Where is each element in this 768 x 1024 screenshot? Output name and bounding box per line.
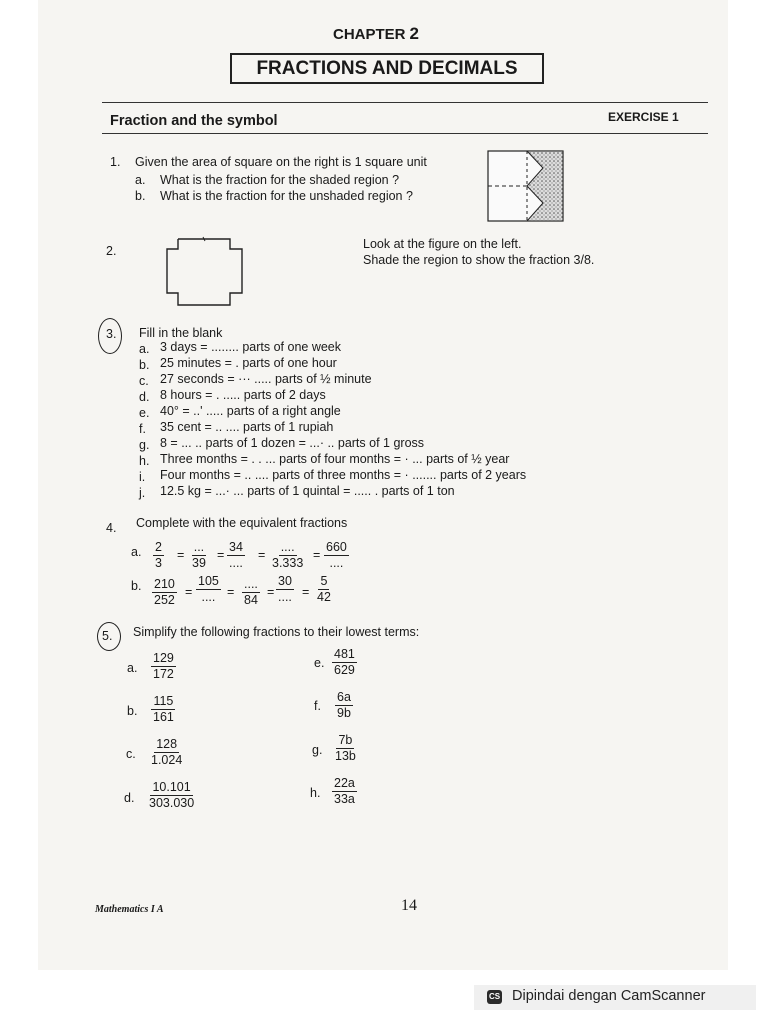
q3-text-d: 8 hours = . ..... parts of 2 days [160, 388, 326, 402]
q5-label-d: d. [124, 791, 135, 805]
q5-label-b: b. [127, 704, 138, 718]
chapter-label: CHAPTER [333, 26, 406, 43]
q5-frac-g: $\frac{7b}{13b}$ [335, 733, 356, 763]
q5-label-f: f. [314, 699, 321, 713]
q5-frac-h: $\frac{22a}{33a}$ [334, 776, 355, 806]
q1-number: 1. [110, 155, 121, 169]
book-title: Mathematics I A [95, 904, 164, 915]
chapter-number: 2 [409, 24, 419, 43]
q4a-frac-4[interactable]: .... 3.333 [272, 540, 304, 570]
q3-label-e: e. [139, 406, 150, 420]
q4a-eq-2: = [217, 548, 225, 562]
q3-label-c: c. [139, 374, 149, 388]
q3-text-e: 40° = ..' ..... parts of a right angle [160, 404, 341, 418]
q2-octagon-figure [163, 236, 248, 312]
q5-label-a: a. [127, 661, 138, 675]
q3-text-h: Three months = . . ... parts of four months = · ... parts of ½ year [160, 452, 510, 466]
q5-frac-e: $\frac{481}{629}$ [334, 647, 355, 677]
q5-frac-b: $\frac{115}{161}$ [153, 694, 174, 724]
page-number: 14 [401, 897, 417, 914]
q4a-frac-5[interactable]: 660 .... [326, 540, 347, 570]
q5-label-e: e. [314, 656, 325, 670]
divider-bottom [102, 133, 708, 134]
q3-text-b: 25 minutes = . parts of one hour [160, 356, 337, 370]
q1b-text: What is the fraction for the unshaded region ? [160, 189, 413, 203]
q3-label-a: a. [139, 342, 150, 356]
divider-top [102, 102, 708, 103]
q4-title: Complete with the equivalent fractions [136, 516, 348, 530]
q5-number: 5. [102, 629, 113, 643]
q3-text-f: 35 cent = .. .... parts of 1 rupiah [160, 420, 334, 434]
q4b-frac-2[interactable]: 105 .... [198, 574, 219, 604]
camscanner-watermark [474, 985, 756, 1010]
chapter-title: FRACTIONS AND DECIMALS [230, 53, 544, 84]
q4-number: 4. [106, 521, 117, 535]
q4b-eq-4: = [302, 585, 310, 599]
chapter-heading [333, 24, 419, 44]
q4a-eq-4: = [313, 548, 321, 562]
q4a-frac-2[interactable]: ... 39 [192, 540, 206, 570]
q3-title: Fill in the blank [139, 326, 223, 340]
q3-number: 3. [106, 327, 117, 341]
q5-frac-d: $\frac{10.101}{303.030}$ [149, 780, 195, 810]
q4a-eq-3: = [258, 548, 266, 562]
q4b-eq-1: = [185, 585, 193, 599]
q4b-frac-5: $\frac{5}{42}$ [317, 574, 331, 604]
q4a-eq-1: = [177, 548, 185, 562]
q3-label-h: h. [139, 454, 150, 468]
q5-label-g: g. [312, 743, 323, 757]
q4a-frac-3[interactable]: 34 .... [229, 540, 243, 570]
q1a-label: a. [135, 173, 146, 187]
q4b-frac-1: $\frac{210}{252}$ [154, 577, 175, 607]
camscanner-text: Dipindai dengan CamScanner [512, 988, 706, 1004]
q3-text-c: 27 seconds = ··· ..... parts of ½ minute [160, 372, 372, 386]
q1-text: Given the area of square on the right is 1 square unit [135, 155, 427, 169]
q3-text-a: 3 days = ........ parts of one week [160, 340, 341, 354]
camscanner-logo-icon: CS [487, 990, 502, 1004]
q5-label-h: h. [310, 786, 321, 800]
q4b-frac-3[interactable]: .... 84 [244, 577, 258, 607]
q2-line2: Shade the region to show the fraction 3/8. [363, 253, 595, 267]
q3-label-f: f. [139, 422, 146, 436]
q5-title: Simplify the following fractions to their lowest terms: [133, 625, 420, 639]
q3-text-g: 8 = ... .. parts of 1 dozen = ...· .. parts of 1 gross [160, 436, 425, 450]
q4b-frac-4[interactable]: 30 .... [278, 574, 292, 604]
q3-text-i: Four months = .. .... parts of three months = · ....... parts of 2 years [160, 468, 527, 482]
q2-number: 2. [106, 244, 117, 258]
q5-frac-a: $\frac{129}{172}$ [153, 651, 174, 681]
q1a-text: What is the fraction for the shaded region ? [160, 173, 400, 187]
q4a-frac-1: $\frac{2}{3}$ [155, 540, 162, 570]
q3-text-j: 12.5 kg = ...· ... parts of 1 quintal = ..... . parts of 1 ton [160, 484, 455, 498]
q3-label-d: d. [139, 390, 150, 404]
q4b-eq-3: = [267, 585, 275, 599]
scanned-page [38, 0, 728, 970]
exercise-label: EXERCISE 1 [608, 110, 679, 124]
q4b-eq-2: = [227, 585, 235, 599]
q3-label-j: j. [139, 486, 146, 500]
q1-square-figure [485, 148, 567, 224]
q3-label-i: i. [139, 470, 146, 484]
q5-frac-c: $\frac{128}{1.024}$ [151, 737, 183, 767]
section-title: Fraction and the symbol [110, 113, 278, 129]
q4a-label: a. [131, 545, 142, 559]
q5-label-c: c. [126, 747, 136, 761]
q5-frac-f: $\frac{6a}{9b}$ [337, 690, 351, 720]
q3-label-g: g. [139, 438, 150, 452]
q3-label-b: b. [139, 358, 150, 372]
q4b-label: b. [131, 579, 142, 593]
q2-line1: Look at the figure on the left. [363, 237, 522, 251]
q1b-label: b. [135, 189, 146, 203]
